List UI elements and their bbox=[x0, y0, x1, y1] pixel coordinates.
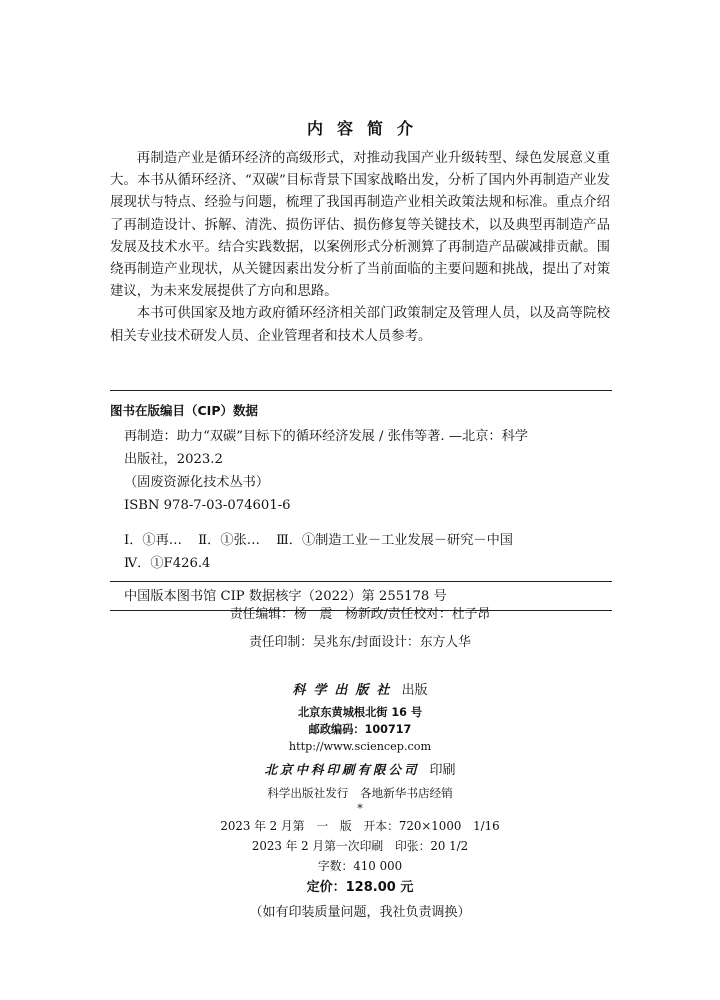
cip-record-number: 中国版本图书馆 CIP 数据核字（2022）第 255178 号 bbox=[110, 581, 612, 610]
publisher-address: 北京东黄城根北街 16 号 bbox=[297, 706, 423, 719]
printer-suffix: 印刷 bbox=[429, 763, 456, 778]
printer-name: 北京中科印刷有限公司 bbox=[264, 762, 420, 777]
page-title: 内容简介 bbox=[306, 119, 427, 138]
print-supervisor-label: 责任印制： bbox=[249, 635, 314, 650]
cip-isbn: ISBN 978-7-03-074601-6 bbox=[124, 498, 291, 513]
publisher-name: 科学出版社 bbox=[292, 683, 398, 698]
summary-paragraph-1: 再制造产业是循环经济的高级形式，对推动我国产业升级转型、绿色发展意义重大。本书从循环经济、“双碳”目标背景下国家战略出发，分析了国内外再制造产业发展现状与特点、经验与问题，梳理了我国再制造产业相关政策法规和标准。重点介绍了再制造设计、拆解、清洗、损伤评估、损伤修复等关键技术，以及典型再制造产品发展及技术水平。结合实践数据，以案例形式分析测算了再制造产品碳减排贡献。围绕再制造产业现状，从关键因素出发分析了当前面临的主要问题和挑战，提出了对策建议，为未来发展提供了方向和思路。 bbox=[110, 151, 610, 300]
cover-design-name: 东方人华 bbox=[419, 635, 471, 650]
print-supervisor-name: 吴兆东 bbox=[313, 635, 352, 650]
separator-star: * bbox=[357, 802, 363, 815]
publisher-suffix: 出版 bbox=[401, 683, 428, 698]
editor-label: 责任编辑： bbox=[229, 607, 294, 622]
price: 定价：128.00 元 bbox=[306, 880, 414, 895]
cover-design-label: /封面设计： bbox=[351, 635, 420, 650]
edition-line: 2023 年 2 月第 一 版 开本：720×1000 1/16 bbox=[220, 819, 500, 833]
cip-heading: 图书在版编目（CIP）数据 bbox=[110, 403, 258, 418]
cip-class-4: Ⅳ．①F426.4 bbox=[124, 556, 211, 571]
cip-classification-line bbox=[124, 529, 606, 552]
quality-notice: （如有印装质量问题，我社负责调换） bbox=[249, 905, 471, 920]
publisher-row bbox=[0, 678, 720, 704]
editor-names: 杨 震 杨新政 bbox=[293, 607, 384, 622]
printer-row bbox=[0, 757, 720, 784]
word-count: 字数：410 000 bbox=[317, 859, 403, 873]
cip-class-3: Ⅲ．①制造工业－工业发展－研究－中国 bbox=[276, 533, 513, 548]
website: http://www.sciencep.com bbox=[288, 740, 432, 753]
editor-credits-line-2 bbox=[0, 632, 720, 654]
cip-series: （固废资源化技术丛书） bbox=[124, 475, 270, 490]
postcode: 邮政编码：100717 bbox=[308, 723, 412, 736]
cip-class-1: Ⅰ．①再… bbox=[124, 533, 182, 548]
cip-title-line-1: 再制造：助力“双碳”目标下的循环经济发展 / 张伟等著. —北京：科学 bbox=[124, 429, 528, 444]
imprint-section bbox=[0, 678, 720, 926]
cip-class-2: Ⅱ．①张… bbox=[198, 533, 260, 548]
cip-data-box bbox=[110, 390, 612, 611]
summary-paragraph-2: 本书可供国家及地方政府循环经济相关部门政策制定及管理人员，以及高等院校相关专业技术研发人员、企业管理者和技术人员参考。 bbox=[110, 306, 610, 344]
impression-line: 2023 年 2 月第一次印刷 印张：20 1/2 bbox=[251, 839, 469, 853]
proofreader-name: 杜子昂 bbox=[451, 607, 491, 622]
proofreader-label: /责任校对： bbox=[383, 607, 452, 622]
editor-credits-line-1 bbox=[0, 604, 720, 626]
distribution: 科学出版社发行 各地新华书店经销 bbox=[267, 786, 453, 800]
summary-section bbox=[110, 148, 610, 348]
cip-catalog-block bbox=[110, 425, 612, 575]
cip-title-line-2: 出版社，2023.2 bbox=[124, 452, 223, 467]
